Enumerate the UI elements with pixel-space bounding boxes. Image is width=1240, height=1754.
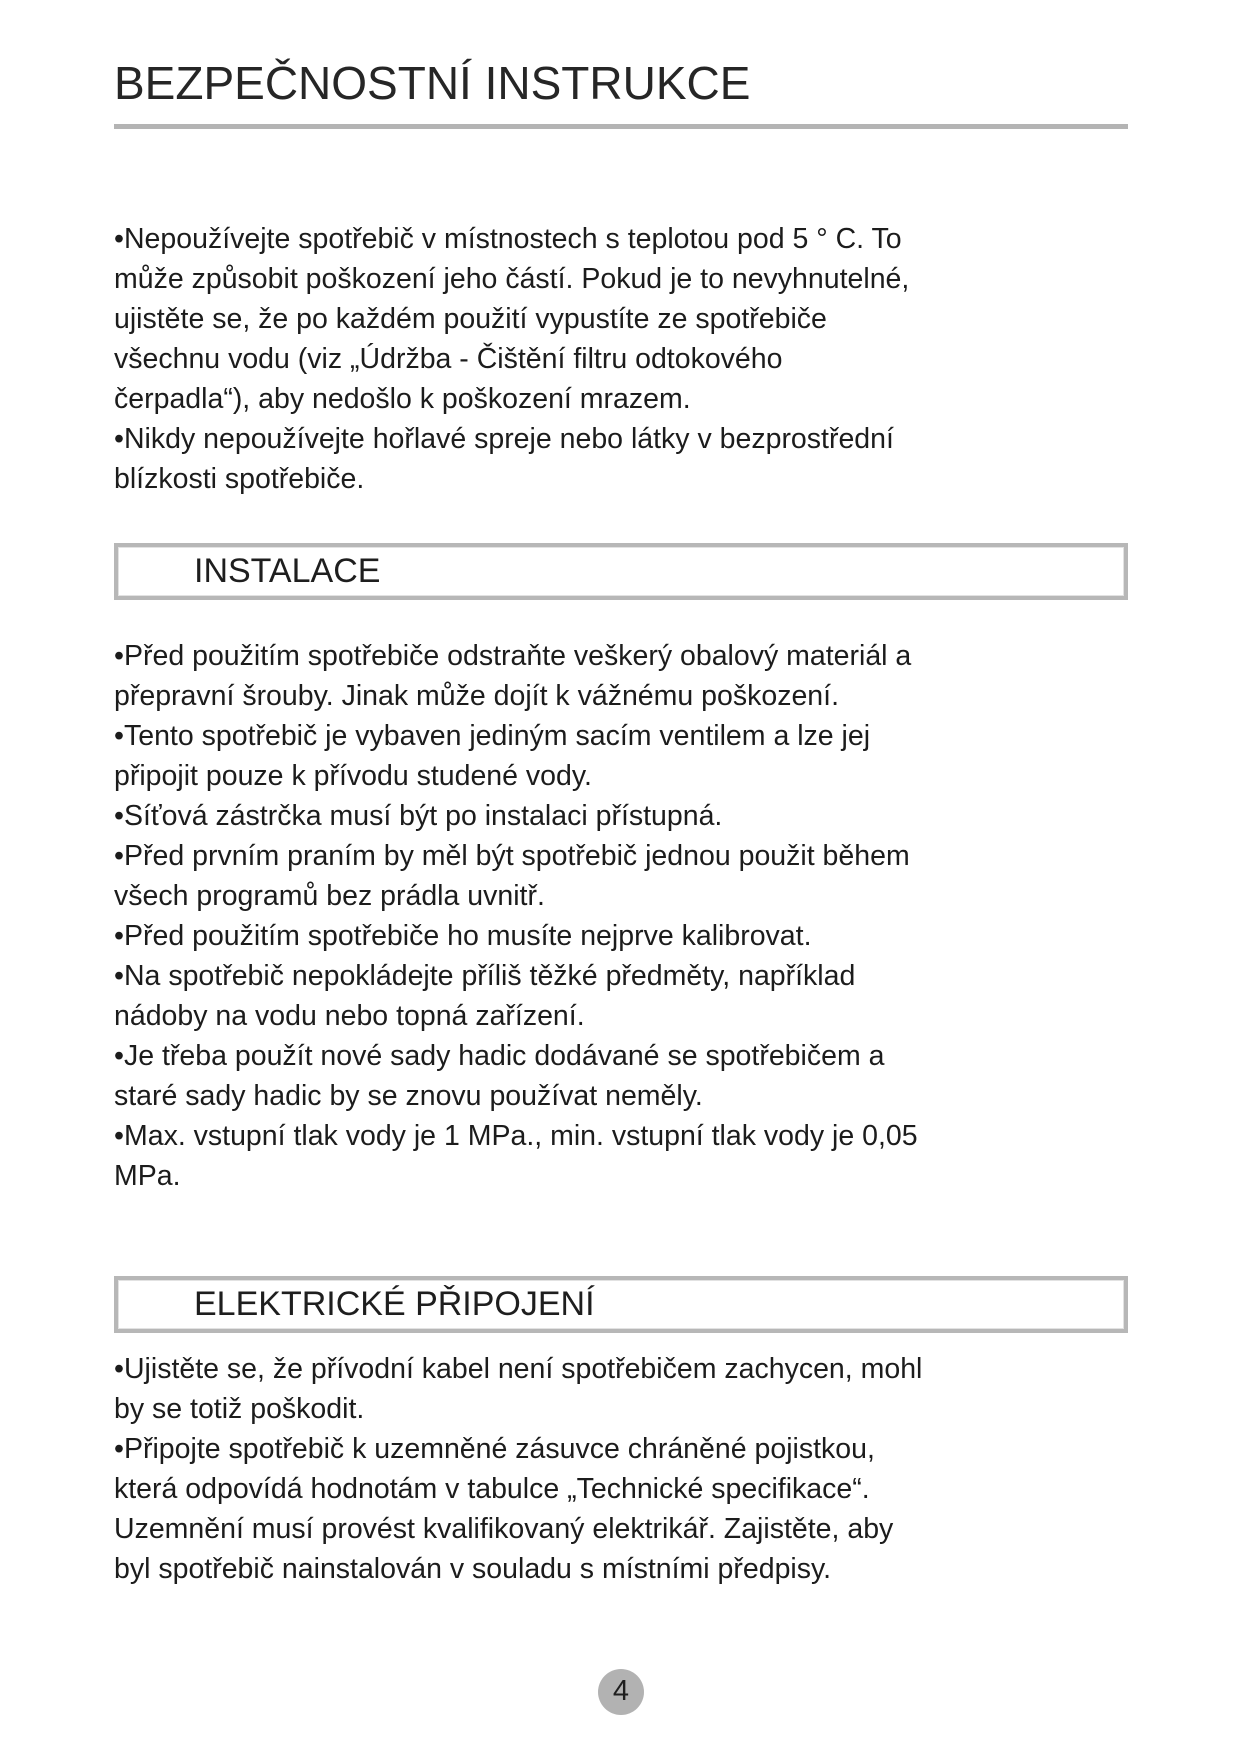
section-box-instalace [114,543,1128,600]
section-box-elektricke [114,1276,1128,1333]
text-line: staré sady hadic by se znovu používat neměly. [114,1079,703,1112]
section-heading-instalace: INSTALACE [194,551,381,590]
instalace-paragraphs [114,636,1128,1196]
text-line: přepravní šrouby. Jinak může dojít k vážnému poškození. [114,679,839,712]
section-heading-elektricke: ELEKTRICKÉ PŘIPOJENÍ [194,1284,595,1323]
text-line: •Ujistěte se, že přívodní kabel není spotřebičem zachycen, mohl [114,1352,923,1385]
text-line: ujistěte se, že po každém použití vypustíte ze spotřebiče [114,302,827,335]
text-line: Uzemnění musí provést kvalifikovaný elektrikář. Zajistěte, aby [114,1512,894,1545]
text-line: by se totiž poškodit. [114,1392,365,1425]
text-line: •Na spotřebič nepokládejte příliš těžké předměty, například [114,959,856,992]
text-line: •Max. vstupní tlak vody je 1 MPa., min. vstupní tlak vody je 0,05 [114,1119,918,1152]
text-line: všechnu vodu (viz „Údržba - Čištění filtru odtokového [114,342,783,375]
text-line: •Před prvním praním by měl být spotřebič jednou použit během [114,839,910,872]
intro-paragraphs [114,219,1128,499]
text-line: čerpadla“), aby nedošlo k poškození mrazem. [114,382,691,415]
text-line: •Tento spotřebič je vybaven jediným sacím ventilem a lze jej [114,719,871,752]
text-line: připojit pouze k přívodu studené vody. [114,759,592,792]
text-line: blízkosti spotřebiče. [114,462,365,495]
text-line: MPa. [114,1159,181,1192]
text-line: •Před použitím spotřebiče odstraňte veškerý obalový materiál a [114,639,912,672]
page-number-badge: 4 [598,1669,644,1715]
text-line: která odpovídá hodnotám v tabulce „Technické specifikace“. [114,1472,870,1505]
text-line: může způsobit poškození jeho částí. Pokud je to nevyhnutelné, [114,262,910,295]
page-footer [114,1669,1128,1715]
text-line: všech programů bez prádla uvnitř. [114,879,545,912]
text-line: •Nikdy nepoužívejte hořlavé spreje nebo látky v bezprostřední [114,422,894,455]
text-line: •Je třeba použít nové sady hadic dodávané se spotřebičem a [114,1039,885,1072]
text-line: •Před použitím spotřebiče ho musíte nejprve kalibrovat. [114,919,812,952]
text-line: byl spotřebič nainstalován v souladu s místními předpisy. [114,1552,832,1585]
text-line: •Síťová zástrčka musí být po instalaci přístupná. [114,799,723,832]
text-line: •Připojte spotřebič k uzemněné zásuvce chráněné pojistkou, [114,1432,875,1465]
text-line: •Nepoužívejte spotřebič v místnostech s teplotou pod 5 ° C. To [114,222,902,255]
page-title: BEZPEČNOSTNÍ INSTRUKCE [114,57,751,109]
text-line: nádoby na vodu nebo topná zařízení. [114,999,585,1032]
elektricke-paragraphs [114,1349,1128,1589]
title-underline [114,124,1128,129]
